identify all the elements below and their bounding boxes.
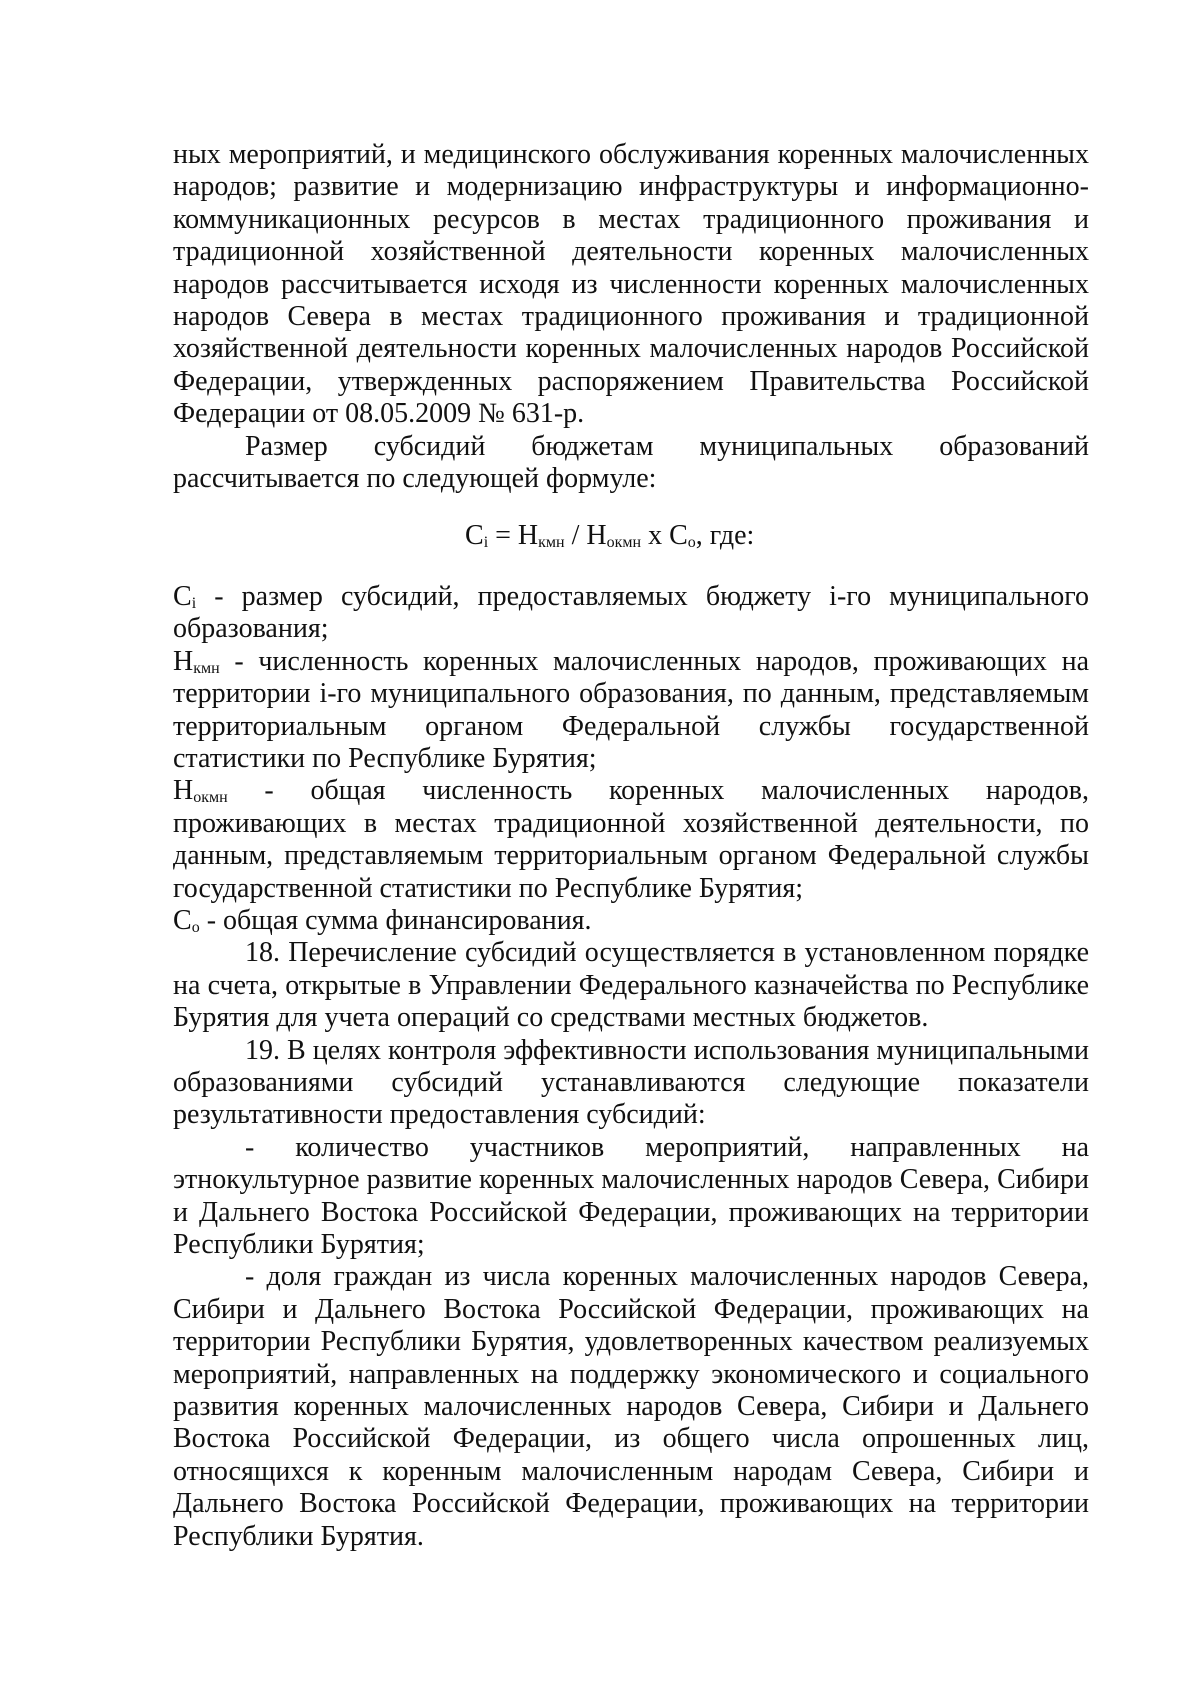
paragraph-18: 18. Перечисление субсидий осуществляется в установленном порядке на счета, открытые в Управлении Федерального казначейства по Республике Бурятия для учета операций со средствами местных бюджетов. — [173, 937, 1089, 1034]
subsidy-formula: $C_i = Н_{кмн} / Н_{окмн}$ х $С_о$, где: — [465, 520, 755, 552]
definition-ci: $C_i$ - размер субсидий, предоставляемых бюджету i-го муниципального образования; — [173, 580, 1089, 645]
definition-co: $С_о$ - общая сумма финансирования. — [173, 904, 592, 936]
definition-nkmn: $Н_{кмн}$ - численность коренных малочисленных народов, проживающих на территории i-го муниципального образования, по данным, представляемым территориальным органом Федеральной службы государственной статистики по Республике Бурятия; — [173, 645, 1089, 774]
list-item-participants: - количество участников мероприятий, направленных на этнокультурное развитие коренных малочисленных народов Севера, Сибири и Дальнего Востока Российской Федерации, проживающих на территории Республики Бурятия; — [173, 1131, 1089, 1260]
paragraph-19: 19. В целях контроля эффективности использования муниципальными образованиями субсидий устанавливаются следующие показатели результативности предоставления субсидий: — [173, 1034, 1089, 1131]
definition-nokmn: $Н_{окмн}$ - общая численность коренных малочисленных народов, проживающих в местах традиционной хозяйственной деятельности, по данным, представляемым территориальным органом Федеральной службы государственной статистики по Республике Бурятия; — [173, 775, 1089, 904]
paragraph-continuation: ных мероприятий, и медицинского обслуживания коренных малочисленных народов; развитие и модернизацию инфраструктуры и информационно-коммуникационных ресурсов в местах традиционного проживания и традиционной хозяйственной деятельности коренных малочисленных народов рассчитывается исходя из численности коренных малочисленных народов Севера в местах традиционного проживания и традиционной хозяйственной деятельности коренных малочисленных народов Российской Федерации, утвержденных распоряжением Правительства Российской Федерации от 08.05.2009 № 631-р. — [173, 139, 1089, 430]
paragraph-subsidy-size: Размер субсидий бюджетам муниципальных образований рассчитывается по следующей формуле: — [173, 430, 1089, 495]
list-item-satisfaction-share: - доля граждан из числа коренных малочисленных народов Севера, Сибири и Дальнего Востока Российской Федерации, проживающих на территории Республики Бурятия, удовлетворенных качеством реализуемых мероприятий, направленных на поддержку экономического и социального развития коренных малочисленных народов Севера, Сибири и Дальнего Востока Российской Федерации, из общего числа опрошенных лиц, относящихся к коренным малочисленным народам Севера, Сибири и Дальнего Востока Российской Федерации, проживающих на территории Республики Бурятия. — [173, 1261, 1089, 1552]
